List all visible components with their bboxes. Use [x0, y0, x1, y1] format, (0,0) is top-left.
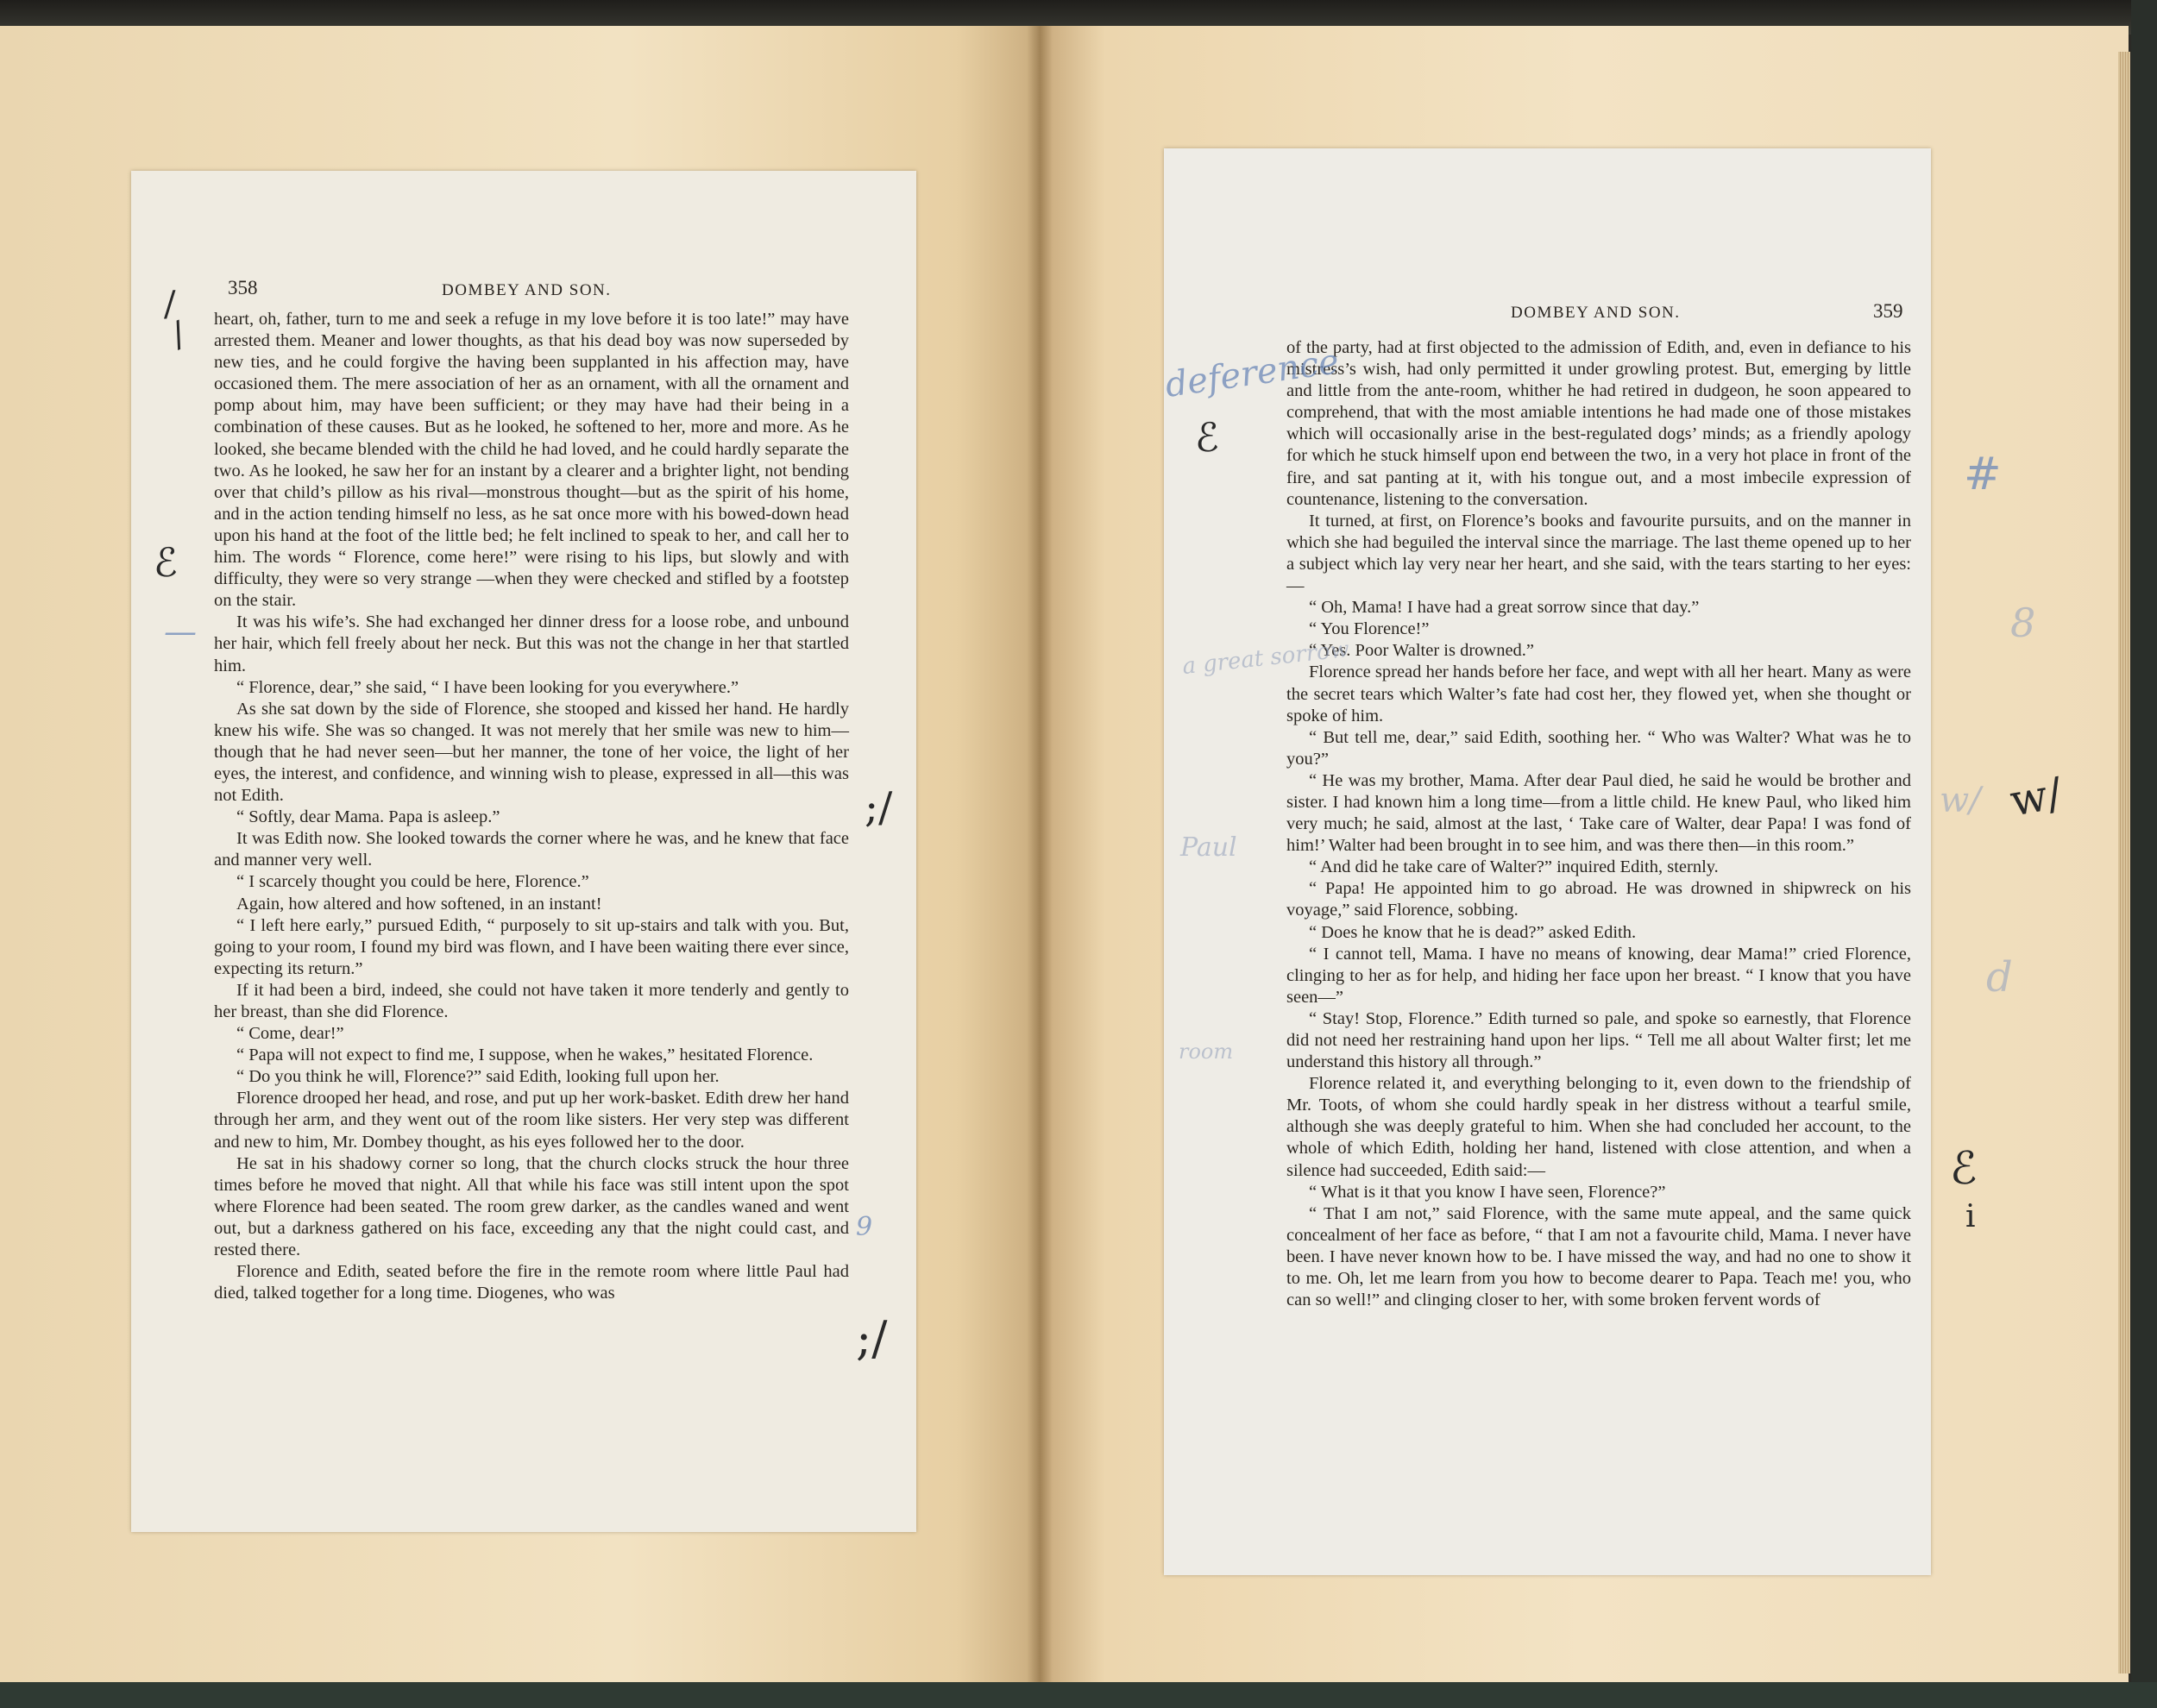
- right-paragraph: “ He was my brother, Mama. After dear Paul died, he said he would be brother and sister. I had known him a long time—from a little child. He knew Paul, who liked him very much; he said, almost at the last, ‘ Take care of Walter, dear Papa! I was fond of him!’ Walter had been brought in to see him, and was there then—in this room.”: [1286, 770, 1911, 856]
- margin-annotation: a great sorrow: [1180, 636, 1351, 681]
- right-paragraph: “ What is it that you know I have seen, Florence?”: [1309, 1182, 1666, 1202]
- margin-mark: /: [164, 285, 176, 324]
- margin-mark: 9: [856, 1212, 873, 1242]
- left-page-text: [214, 309, 849, 1304]
- right-paragraph: “ Oh, Mama! I have had a great sorrow since that day.”: [1309, 598, 1700, 618]
- margin-mark: /: [166, 314, 191, 355]
- left-paragraph: “ Do you think he will, Florence?” said Edith, looking full upon her.: [236, 1067, 720, 1087]
- left-paragraph: “ Florence, dear,” she said, “ I have been looking for you everywhere.”: [236, 677, 739, 697]
- margin-mark: ;/: [856, 1311, 888, 1366]
- left-paragraph: It was Edith now. She looked towards the corner where he was, and he knew that face and manner very well.: [214, 829, 849, 870]
- margin-mark: ;/: [865, 783, 893, 832]
- left-running-head: DOMBEY AND SON.: [442, 281, 612, 299]
- margin-mark: w/: [1940, 781, 1981, 820]
- margin-mark: #: [1964, 449, 2002, 500]
- left-paragraph: Florence and Edith, seated before the fire in the remote room where little Paul had died, talked together for a long time. Diogenes, who was: [214, 1262, 849, 1303]
- right-running-head: DOMBEY AND SON.: [1511, 304, 1681, 322]
- left-proof-sheet: [131, 171, 916, 1532]
- right-paragraph: “ But tell me, dear,” said Edith, soothing her. “ Who was Walter? What was he to you?”: [1286, 727, 1911, 769]
- left-paragraph: “ Papa will not expect to find me, I suppose, when he wakes,” hesitated Florence.: [236, 1046, 814, 1065]
- right-paragraph: Florence spread her hands before her face, and wept with all her heart. Many as were the secret tears which Walter’s fate had cost her, they flowed yet, when she thought or spoke of him.: [1286, 662, 1911, 725]
- margin-mark: ℰ: [1950, 1143, 1978, 1195]
- right-paragraph: “ And did he take care of Walter?” inquired Edith, sternly.: [1309, 857, 1719, 877]
- book-cover-right: [2131, 0, 2157, 1708]
- right-paragraph: “ That I am not,” said Florence, with the same mute appeal, and the same quick concealment of her face as before, “ that I am not a favourite child, Mama. I never have been. I have never known how to be. I have missed the way, and had no one to show it to me. Oh, let me learn from you how to become dearer to Papa. Teach me! you, who can so well!” and clinging closer to her, with some broken fervent words of: [1286, 1203, 1911, 1310]
- right-page-number: 359: [1873, 300, 1903, 322]
- right-paragraph: It turned, at first, on Florence’s books and favourite pursuits, and on the manner in which she had beguiled the interval since the marriage. The last theme opened up to her a subject which lay very near her heart, and she said, with the tears starting to her eyes:—: [1286, 511, 1911, 596]
- margin-mark: w/: [2006, 768, 2066, 826]
- right-paragraph: “ Does he know that he is dead?” asked Edith.: [1309, 922, 1637, 942]
- left-paragraph: Again, how altered and how softened, in an instant!: [236, 894, 602, 914]
- left-paragraph: heart, oh, father, turn to me and seek a refuge in my love before it is too late!” may have arrested them. Meaner and lower thoughts, as that his dead boy was now superseded by new ties, and he could forgive the having been supplanted in his affection may, have occasioned them. The mere association of her as an ornament, with all the ornament and pomp about him, may have been sufficient; or they may have had their being in a combination of these causes. But as he looked, he softened to her, more and more. As he looked, she became blended with the child he had loved, and he could hardly separate the two. As he looked, he saw her for an instant by a clearer and a brighter light, not bending over that child’s pillow as his rival—monstrous thought—but as the spirit of his home, and in the action tending himself no less, as he sat once more with his bowed-down head upon his hand at the foot of the little bed; he felt inclined to speak to her, and call her to him. The words “ Florence, come here!” were rising to his lips, but slowly and with difficulty, they were so very strange —when they were checked and stifled by a footstep on the stair.: [214, 310, 849, 611]
- page-edges: [2118, 52, 2130, 1673]
- right-paragraph: “ I cannot tell, Mama. I have no means of knowing, dear Mama!” cried Florence, clinging to her as for help, and hiding her face upon her breast. “ I know that you have seen—”: [1286, 944, 1911, 1007]
- margin-mark: ℰ: [1195, 414, 1219, 461]
- margin-annotation: Paul: [1180, 832, 1237, 863]
- margin-annotation: deference: [1162, 342, 1342, 405]
- right-paragraph: Florence related it, and everything belonging to it, even down to the friendship of Mr. Toots, of whom she could hardly speak in her distress without a tearful smile, although she was deeply grateful to him. When she had concluded her account, to the whole of which Edith, holding her hand, listened with close attention, and when a silence had succeeded, Edith said:—: [1286, 1074, 1911, 1180]
- margin-mark: 8: [2010, 600, 2036, 646]
- left-page-number: 358: [228, 277, 258, 298]
- right-page-text: [1286, 337, 1911, 1311]
- book-cover-bottom: [0, 1682, 2157, 1708]
- right-paragraph: “ Papa! He appointed him to go abroad. He was drowned in shipwreck on his voyage,” said Florence, sobbing.: [1286, 879, 1911, 920]
- left-paragraph: He sat in his shadowy corner so long, that the church clocks struck the hour three times before he moved that night. All that while his face was still intent upon the spot where Florence had been seated. The room grew darker, as the candles waned and went out, but a darkness gathered on his face, exceeding any that the night could cast, and rested there.: [214, 1153, 849, 1260]
- margin-mark: —: [164, 612, 197, 650]
- left-paragraph: “ Come, dear!”: [236, 1024, 344, 1044]
- left-paragraph: “ I scarcely thought you could be here, Florence.”: [236, 872, 589, 892]
- left-paragraph: It was his wife’s. She had exchanged her dinner dress for a loose robe, and unbound her hair, which fell freely about her neck. But this was not the change in her that startled him.: [214, 612, 849, 675]
- margin-mark: i: [1965, 1199, 1976, 1234]
- margin-mark: ℰ: [154, 539, 178, 586]
- right-paragraph: “ Yes. Poor Walter is drowned.”: [1309, 641, 1535, 661]
- left-paragraph: “ Softly, dear Mama. Papa is asleep.”: [236, 807, 500, 827]
- right-paragraph: “ You Florence!”: [1309, 619, 1430, 639]
- left-paragraph: “ I left here early,” pursued Edith, “ purposely to sit up-stairs and talk with you. But, going to your room, I found my bird was flown, and I have been waiting there ever since, expecting its return.”: [214, 915, 849, 978]
- left-paragraph: Florence drooped her head, and rose, and put up her work-basket. Edith drew her hand through her arm, and they went out of the room like sisters. Her very step was different and new to him, Mr. Dombey thought, as his eyes followed her to the door.: [214, 1089, 849, 1152]
- margin-annotation: room: [1179, 1039, 1234, 1064]
- margin-mark: d: [1986, 953, 2013, 1002]
- right-paragraph: “ Stay! Stop, Florence.” Edith turned so pale, and spoke so earnestly, that Florence did not need her restraining hand upon her lips. “ Tell me all about Walter first; let me understand this history all through.”: [1286, 1008, 1911, 1072]
- left-paragraph: As she sat down by the side of Florence, she stooped and kissed her hand. He hardly knew his wife. She was so changed. It was not merely that her smile was new to him—though that he had never seen—but her manner, the tone of her voice, the light of her eyes, the interest, and confidence, and winning wish to please, expressed in all—this was not Edith.: [214, 699, 849, 806]
- right-paragraph: of the party, had at first objected to the admission of Edith, and, even in defiance to his mistress’s wish, had only permitted it under growling protest. But, emerging by little and little from the ante-room, whither he had retired in dudgeon, he soon appeared to comprehend, that with the most amiable intentions he had made one of those mistakes which will occasionally arise in the best-regulated dogs’ minds; as a friendly apology for which he stuck himself upon end between the two, in a very hot place in front of the fire, and sat panting at it, with his tongue out, and a most imbecile expression of countenance, listening to the conversation.: [1286, 338, 1911, 509]
- gutter-shadow: [1027, 26, 1053, 1695]
- left-paragraph: If it had been a bird, indeed, she could not have taken it more tenderly and gently to her breast, than she did Florence.: [214, 980, 849, 1021]
